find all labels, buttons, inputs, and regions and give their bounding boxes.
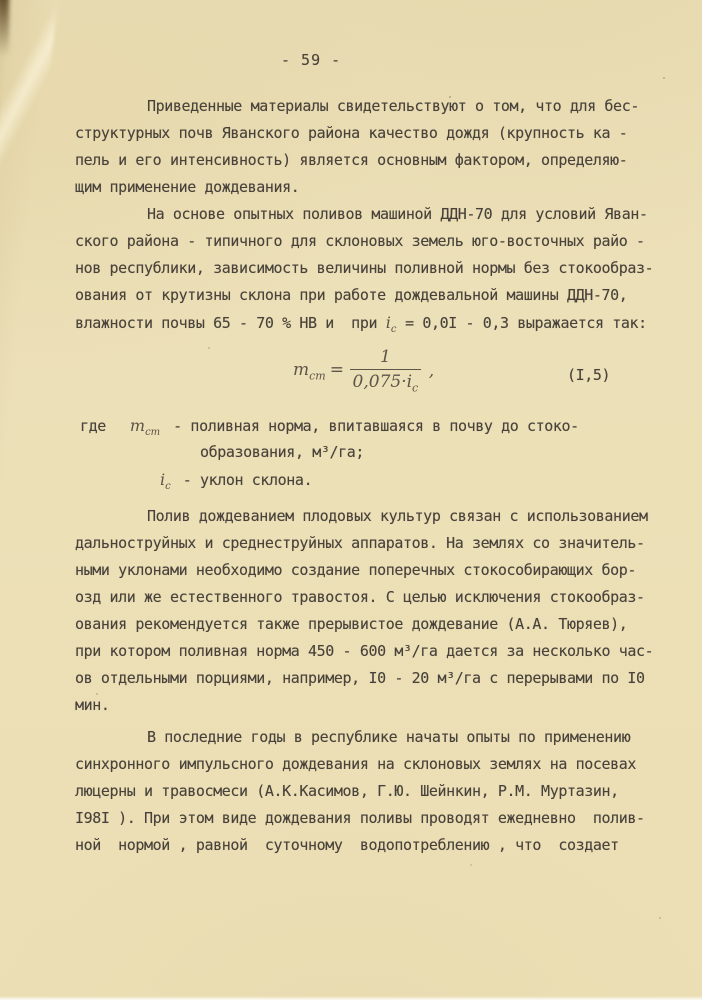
equation-block	[75, 346, 677, 404]
text-line: В последние годы в республике начаты опыты по применению	[147, 728, 631, 746]
definition-line	[75, 412, 677, 439]
text-line: Приведенные материалы свидетельствуют о том, что для бес-	[147, 97, 639, 115]
paragraph-1	[75, 93, 677, 201]
text-segment: = 0,0I - 0,3 выражается так:	[396, 314, 647, 332]
definition-text: - уклон склона.	[182, 471, 313, 489]
paragraph-3	[75, 503, 677, 719]
page-body	[75, 93, 677, 859]
text-line-with-variable	[75, 309, 677, 336]
text-line: ной нормой , равной суточному водопотреблению , что создает	[75, 836, 619, 854]
definition-line	[75, 466, 677, 493]
paper-specks	[0, 0, 2, 2]
variable-symbol: m	[129, 416, 146, 435]
handwritten-formula	[293, 347, 435, 395]
text-line: структурных почв Яванского района качество дождя (крупность ка -	[75, 124, 628, 142]
equation-number: (I,5)	[567, 366, 611, 384]
text-segment: влажности почвы 65 - 70 % НВ и при	[75, 314, 386, 332]
slope-variable-inline	[385, 313, 397, 336]
equals-sign: =	[329, 360, 344, 380]
formula-lhs	[293, 360, 326, 383]
text-line: ского района - типичного для склоновых земель юго-восточных райо -	[75, 232, 645, 250]
text-line: I98I ). При этом виде дождевания поливы проводят ежедневно полив-	[75, 809, 645, 827]
fraction	[350, 347, 421, 395]
fraction-denominator	[350, 370, 421, 395]
text-line: пель и его интенсивность) является основным фактором, определяю-	[75, 151, 628, 169]
text-line: при котором поливная норма 450 - 600 м³/га дается за несколько час-	[75, 642, 654, 660]
variable-subscript: ст	[309, 369, 326, 383]
formula-comma: ,	[428, 361, 435, 381]
text-line: люцерны и травосмеси (А.К.Касимов, Г.Ю. Шейнкин, Р.М. Муртазин,	[75, 782, 619, 800]
definition-text: - поливная норма, впитавшаяся в почву до стоко-	[173, 417, 579, 435]
text-line: щим применение дождевания.	[75, 178, 300, 196]
variable-subscript: ст	[145, 427, 161, 439]
text-line: озд или же естественного травостоя. С целью исключения стокообраз-	[75, 588, 645, 606]
coefficient: 0,075·	[352, 372, 407, 392]
page-number: - 59 -	[281, 51, 342, 69]
variable-symbol: m	[293, 360, 310, 380]
paper-crease	[0, 0, 58, 192]
paragraph-4	[75, 724, 677, 859]
text-line: нов республики, зависимость величины поливной нормы без стокообраз-	[75, 259, 654, 277]
text-line: ными уклонами необходимо создание поперечных стокособирающих бор-	[75, 561, 636, 579]
where-label: где	[80, 417, 106, 435]
norm-variable	[129, 416, 161, 439]
variable-subscript: с	[412, 381, 419, 395]
where-definitions	[75, 412, 677, 493]
text-line: дальноструйных и среднеструйных аппаратов. На землях со значитель-	[75, 534, 645, 552]
definition-line: образования, м³/га;	[200, 443, 364, 461]
slope-variable	[160, 470, 171, 493]
text-line: На основе опытных поливов машиной ДДН-70 для условий Яван-	[147, 205, 648, 223]
variable-subscript: с	[165, 481, 171, 493]
text-line: ов отдельными порциями, например, I0 - 20 м³/га с перерывами по I0	[75, 669, 645, 687]
variable-symbol: i	[385, 313, 391, 332]
paragraph-2	[75, 201, 677, 336]
text-line: мин.	[75, 696, 110, 714]
variable-symbol: i	[160, 470, 166, 489]
variable-symbol: i	[406, 372, 413, 392]
text-line: синхронного импульсного дождевания на склоновых землях на посевах	[75, 755, 636, 773]
text-line: ования от крутизны склона при работе дождевальной машины ДДН-70,	[75, 286, 628, 304]
variable-subscript: с	[390, 324, 397, 336]
text-line: Полив дождеванием плодовых культур связан с использованием	[147, 507, 648, 525]
text-line: ования рекомендуется также прерывистое дождевание (А.А. Тюряев),	[75, 615, 628, 633]
scan-bottom-edge	[0, 996, 702, 1000]
fraction-numerator: 1	[350, 349, 421, 370]
